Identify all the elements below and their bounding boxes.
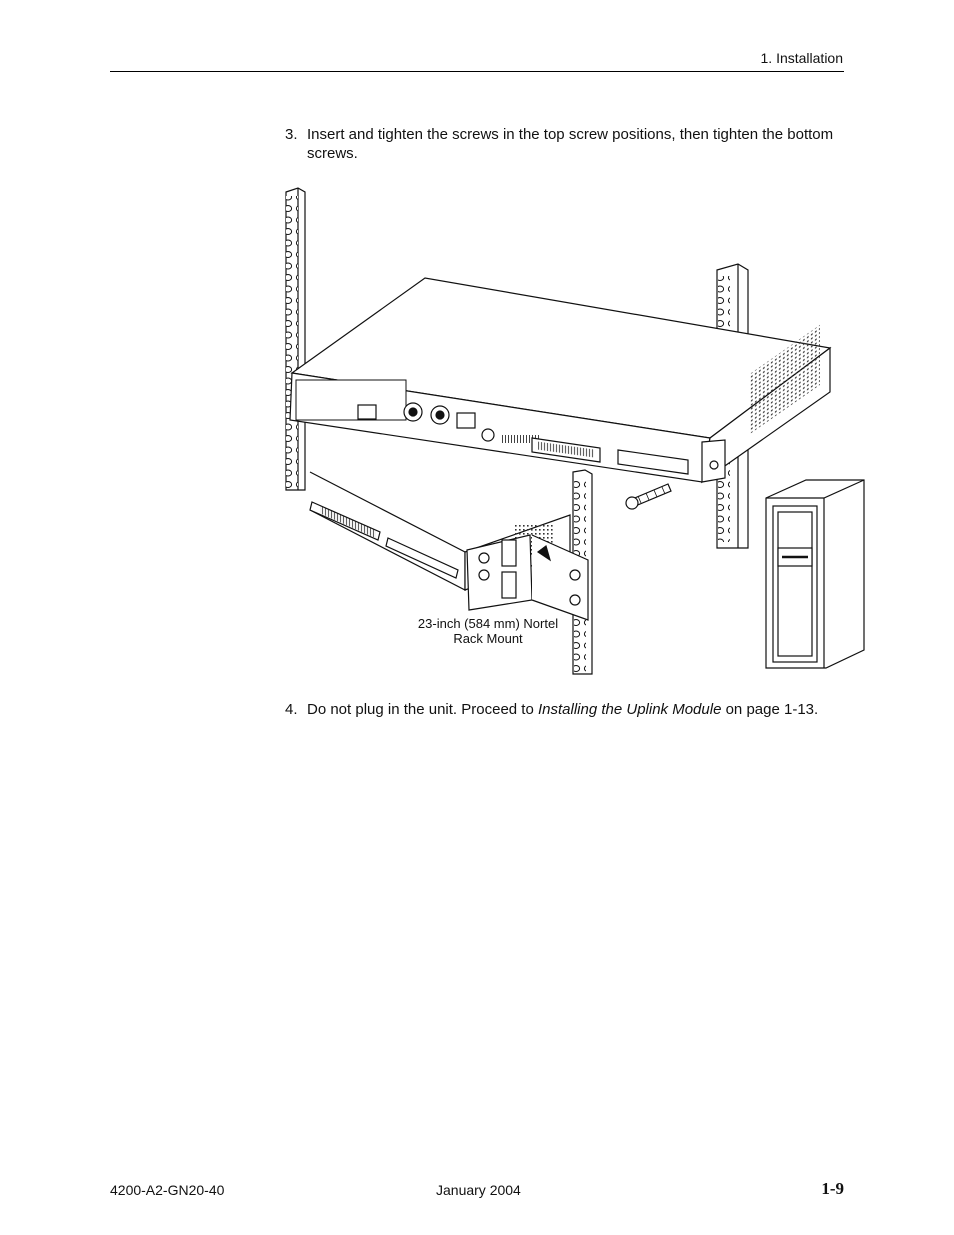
- running-header: 1. Installation: [760, 50, 843, 66]
- screw-icon: [626, 484, 671, 509]
- step-text: Insert and tighten the screws in the top screw positions, then tighten the bottom screws.: [307, 126, 834, 162]
- caption-line-1: 23-inch (584 mm) Nortel: [417, 616, 559, 631]
- step-text: Do not plug in the unit. Proceed to Installing the Uplink Module on page 1-13.: [307, 701, 819, 718]
- cross-reference-link[interactable]: Installing the Uplink Module: [537, 701, 722, 718]
- rack-mount-illustration: [270, 180, 870, 680]
- step-3: [285, 125, 845, 163]
- chassis: [290, 278, 830, 482]
- left-rack-rail: [286, 188, 305, 490]
- footer-doc-number: 4200-A2-GN20-40: [110, 1182, 225, 1198]
- footer-date: January 2004: [436, 1182, 521, 1198]
- header-rule: [110, 71, 844, 72]
- rack-cabinet: [766, 480, 864, 668]
- caption-line-2: Rack Mount: [453, 631, 523, 646]
- chassis-detail-inset: [310, 472, 588, 620]
- footer-page-number: 1-9: [821, 1179, 844, 1198]
- step-number: 4.: [285, 701, 298, 718]
- step-4: [285, 700, 845, 719]
- step-number: 3.: [285, 126, 298, 143]
- figure-caption: [398, 616, 578, 646]
